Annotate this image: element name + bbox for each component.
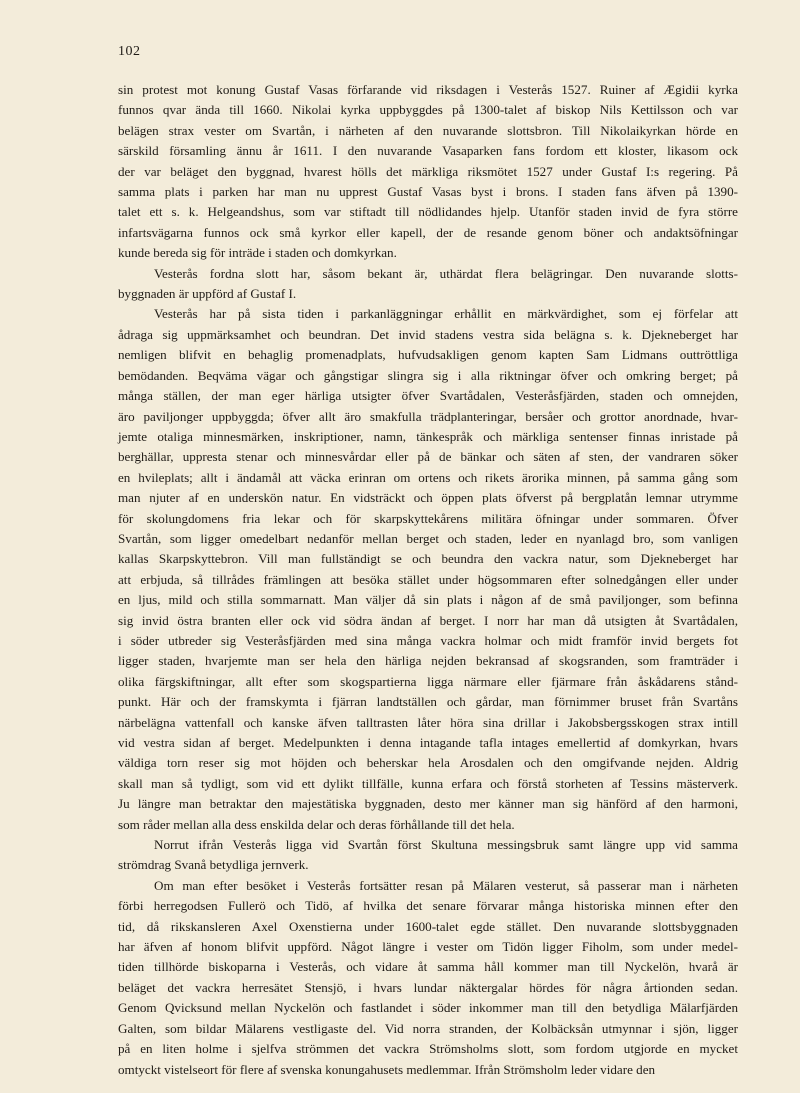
text-line: samma plats i parken har man nu upprest Gustaf Vasas byst i brons. I staden fans äfven på 1390- <box>118 184 738 200</box>
text-line: byggnaden är uppförd af Gustaf I. <box>118 286 297 302</box>
text-line: Vesterås fordna slott har, såsom bekant är, uthärdat flera belägringar. Den nuvarande slotts- <box>154 265 738 281</box>
text-line: sig invid östra branten eller ock vid södra ändan af berget. I norr har man då utsigten åt Svartådalen, <box>118 612 738 628</box>
text-line: omtyckt vistelseort för flere af svenska konungahusets medlemmar. Ifrån Strömsholm leder vidare den <box>118 1061 656 1077</box>
paragraph <box>118 264 738 305</box>
paragraph <box>118 80 738 264</box>
text-line: belägen strax vester om Svartån, i närheten af den nuvarande slottsbron. Till Nikolaikyrkan hörde en <box>118 122 738 138</box>
text-line: infartsvägarna funnos ock små kyrkor eller kapell, der de resande genom böner och andaktsöfningar <box>118 224 738 240</box>
text-line: på en liten holme i sjelfva strömmen det vackra Strömsholms slott, som fordom utgjorde en mycket <box>118 1041 738 1057</box>
text-line: kunde bereda sig för inträde i staden och domkyrkan. <box>118 245 397 261</box>
text-line: strömdrag Svanå betydliga jernverk. <box>118 857 309 873</box>
paragraph <box>118 835 738 876</box>
text-line: kallas Skarpskyttebron. Vill man fullständigt se och beundra den vackra natur, som Djekneberget har <box>118 551 738 567</box>
text-line: vid vestra sidan af berget. Medelpunkten i denna intagande tafla intages emellertid af domkyrkan, hvars <box>118 735 738 750</box>
text-line: för skolungdomens fria lekar och för skarpskyttekårens militära öfningar under sommaren. Öfver <box>118 510 738 526</box>
text-line: Vesterås har på sista tiden i parkanläggningar erhållit en märkvärdighet, som ej förfelar att <box>154 306 738 322</box>
paragraph <box>118 876 738 1080</box>
text-line: att erbjuda, så tillrådes främlingen att besöka stället under högsommaren efter solnedgången eller under <box>118 571 738 587</box>
text-line: der var beläget den byggnad, hvarest hölls det märkliga riksmötet 1527 under Gustaf I:s regering. På <box>118 163 738 179</box>
text-line: förbi herregodsen Fullerö och Tidö, af hvilka det senare förvarar många historiska minnen efter den <box>118 898 738 914</box>
text-line: har äfven af honom blifvit uppförd. Något längre i vester om Tidön ligger Fiholm, som under medel- <box>118 939 738 955</box>
text-line: jemte otaliga minnesmärken, inskriptioner, namn, tänkespråk och märkliga sentenser finnas inristade på <box>118 428 738 444</box>
text-line: väldiga torn reser sig mot höjden och beherskar hela Arosdalen och den omgifvande nejden. Aldrig <box>118 755 738 771</box>
text-line: bemödanden. Beqväma vägar och gångstigar slingra sig i alla riktningar öfver och omkring berget; på <box>118 367 738 383</box>
text-line: närbelägna vattenfall och kanske äfven talltrasten låter höra sina drillar i Jakobsbergsskogen strax intill <box>118 714 738 730</box>
text-line: sin protest mot konung Gustaf Vasas förfarande vid riksdagen i Vesterås 1527. Ruiner af Ægidii kyrka <box>118 82 738 97</box>
text-line: Ju längre man betraktar den majestätiska byggnaden, desto mer känner man sig hänförd af den harmoni, <box>118 796 738 812</box>
text-line: en ljus, mild och stilla sommarnatt. Man väljer då sin plats i någon af de små paviljonger, som befinna <box>118 592 738 608</box>
text-line: talet ett s. k. Helgeandshus, som var stiftadt till nödlidandes hjelp. Utanför staden invid de fyra större <box>118 204 738 220</box>
text-line: många ställen, der man eger härliga utsigter öfver Svartådalen, Vesteråsfjärden, staden och omnejden, <box>118 388 738 404</box>
body-text <box>118 80 738 1080</box>
text-line: man njuter af en underskön natur. En vidsträckt och öppen plats öfverst på bergplatån lemnar utrymme <box>118 490 738 506</box>
text-line: Genom Qvicksund mellan Nyckelön och fastlandet i söder inkommer man till den betydliga Mälarfjärden <box>118 1000 738 1016</box>
text-line: som råder mellan alla dess enskilda delar och deras förhållande till det hela. <box>118 816 515 832</box>
text-line: ådraga sig uppmärksamhet och beundran. Det invid stadens vestra sida belägna s. k. Djekneberget har <box>118 326 738 342</box>
text-line: funnos qvar ända till 1660. Nikolai kyrka uppbyggdes på 1300-talet af biskop Nils Kettilsson och var <box>118 102 738 118</box>
text-line: särskild församling ännu år 1611. I den nuvarande Vasaparken fans fordom ett kloster, likasom ock <box>118 143 738 159</box>
text-line: Svartån, som ligger omedelbart nedanför mellan berget och staden, leder en nyanlagd bro, som vanligen <box>118 530 738 546</box>
text-line: punkt. Här och der framskymta i fjärran landtställen och gårdar, man förnimmer bruset från Svartåns <box>118 694 738 710</box>
text-line: i söder utbreder sig Vesteråsfjärden med sina många vackra holmar och midt framför invid bergets fot <box>118 632 738 648</box>
paragraph <box>118 304 738 835</box>
text-line: beläget det vackra herresätet Stensjö, i hvars lundar näktergalar hördes för några årtionden sedan. <box>118 979 738 995</box>
text-line: berghällar, uppresta stenar och minnesvårdar eller på de bänkar och säten af sten, der vandraren söker <box>118 449 738 465</box>
text-line: olika färgskiftningar, allt efter som skogspartierna ligga närmare eller fjärmare från åskådarens stånd- <box>118 673 738 689</box>
text-line: ligger staden, hvarjemte man ser hela den härliga nejden bekransad af skogsranden, som framträder i <box>118 653 738 669</box>
text-line: nemligen blifvit en behaglig promenadplats, hufvudsakligen genom kapten Sam Lidmans outtröttliga <box>118 347 738 363</box>
text-line: tid, då rikskansleren Axel Oxenstierna under 1600-talet egde stället. Den nuvarande slottsbyggnaden <box>118 918 738 934</box>
text-line: Norrut ifrån Vesterås ligga vid Svartån först Skultuna messingsbruk samt längre upp vid samma <box>154 837 738 853</box>
text-line: Galten, som bildar Mälarens vestligaste del. Vid norra stranden, der Kolbäcksån utmynnar i sjön, ligger <box>118 1020 738 1036</box>
text-line: äro paviljonger uppbyggda; öfver allt äro smakfulla trädplanteringar, bersåer och grottor anordnade, hvar- <box>118 408 738 424</box>
text-line: Om man efter besöket i Vesterås fortsätter resan på Mälaren vesterut, så passerar man i närheten <box>154 877 738 893</box>
text-line: skall man så tydligt, som vid ett dylikt tillfälle, kunna erfara och förstå storheten af Tessins mästerverk. <box>118 775 738 791</box>
text-line: tiden tillhörde biskoparna i Vesterås, och vidare åt samma håll kommer man till Nyckelön, hvarå är <box>118 959 738 975</box>
text-line: en hvileplats; allt i ändamål att väcka erinran om ortens och rikets ärorika minnen, på samma gång som <box>118 469 738 485</box>
page-number: 102 <box>118 44 141 59</box>
